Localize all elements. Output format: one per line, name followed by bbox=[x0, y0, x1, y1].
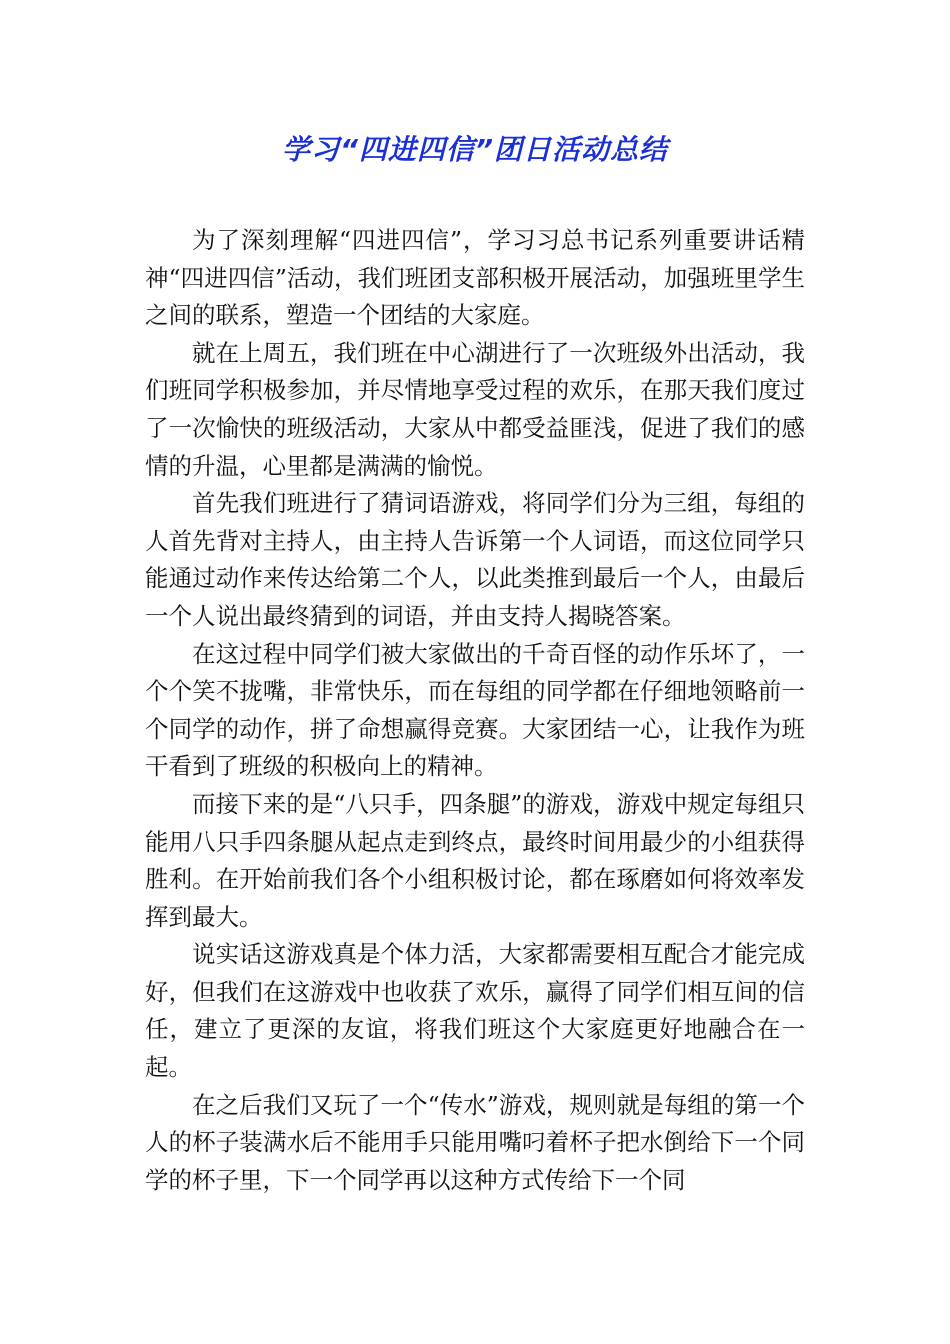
paragraph-5: 而接下来的是“八只手，四条腿”的游戏，游戏中规定每组只能用八只手四条腿从起点走到终点，最终时间用最少的小组获得胜利。在开始前我们各个小组积极讨论，都在琢磨如何将效率发挥到最大。 bbox=[145, 789, 805, 931]
paragraph-1: 为了深刻理解“四进四信”，学习习总书记系列重要讲话精神“四进四信”活动，我们班团支部积极开展活动，加强班里学生之间的联系，塑造一个团结的大家庭。 bbox=[145, 226, 805, 330]
document-body bbox=[145, 222, 805, 1199]
paragraph-7: 在之后我们又玩了一个“传水”游戏，规则就是每组的第一个人的杯子装满水后不能用手只能用嘴叼着杯子把水倒给下一个同学的杯子里，下一个同学再以这种方式传给下一个同 bbox=[145, 1090, 805, 1194]
paragraph-4: 在这过程中同学们被大家做出的千奇百怪的动作乐坏了，一个个笑不拢嘴，非常快乐，而在每组的同学都在仔细地领略前一个同学的动作，拼了命想赢得竞赛。大家团结一心，让我作为班干看到了班级的积极向上的精神。 bbox=[145, 639, 805, 781]
paragraph-2: 就在上周五，我们班在中心湖进行了一次班级外出活动，我们班同学积极参加，并尽情地享受过程的欢乐，在那天我们度过了一次愉快的班级活动，大家从中都受益匪浅，促进了我们的感情的升温，心里都是满满的愉悦。 bbox=[145, 338, 805, 480]
document-title: 学习“四进四信”团日活动总结 bbox=[281, 133, 669, 166]
paragraph-6: 说实话这游戏真是个体力活，大家都需要相互配合才能完成好，但我们在这游戏中也收获了欢乐，赢得了同学们相互间的信任，建立了更深的友谊，将我们班这个大家庭更好地融合在一起。 bbox=[145, 940, 805, 1082]
paragraph-3: 首先我们班进行了猜词语游戏，将同学们分为三组，每组的人首先背对主持人，由主持人告诉第一个人词语，而这位同学只能通过动作来传达给第二个人，以此类推到最后一个人，由最后一个人说出最终猜到的词语，并由支持人揭晓答案。 bbox=[145, 489, 805, 630]
